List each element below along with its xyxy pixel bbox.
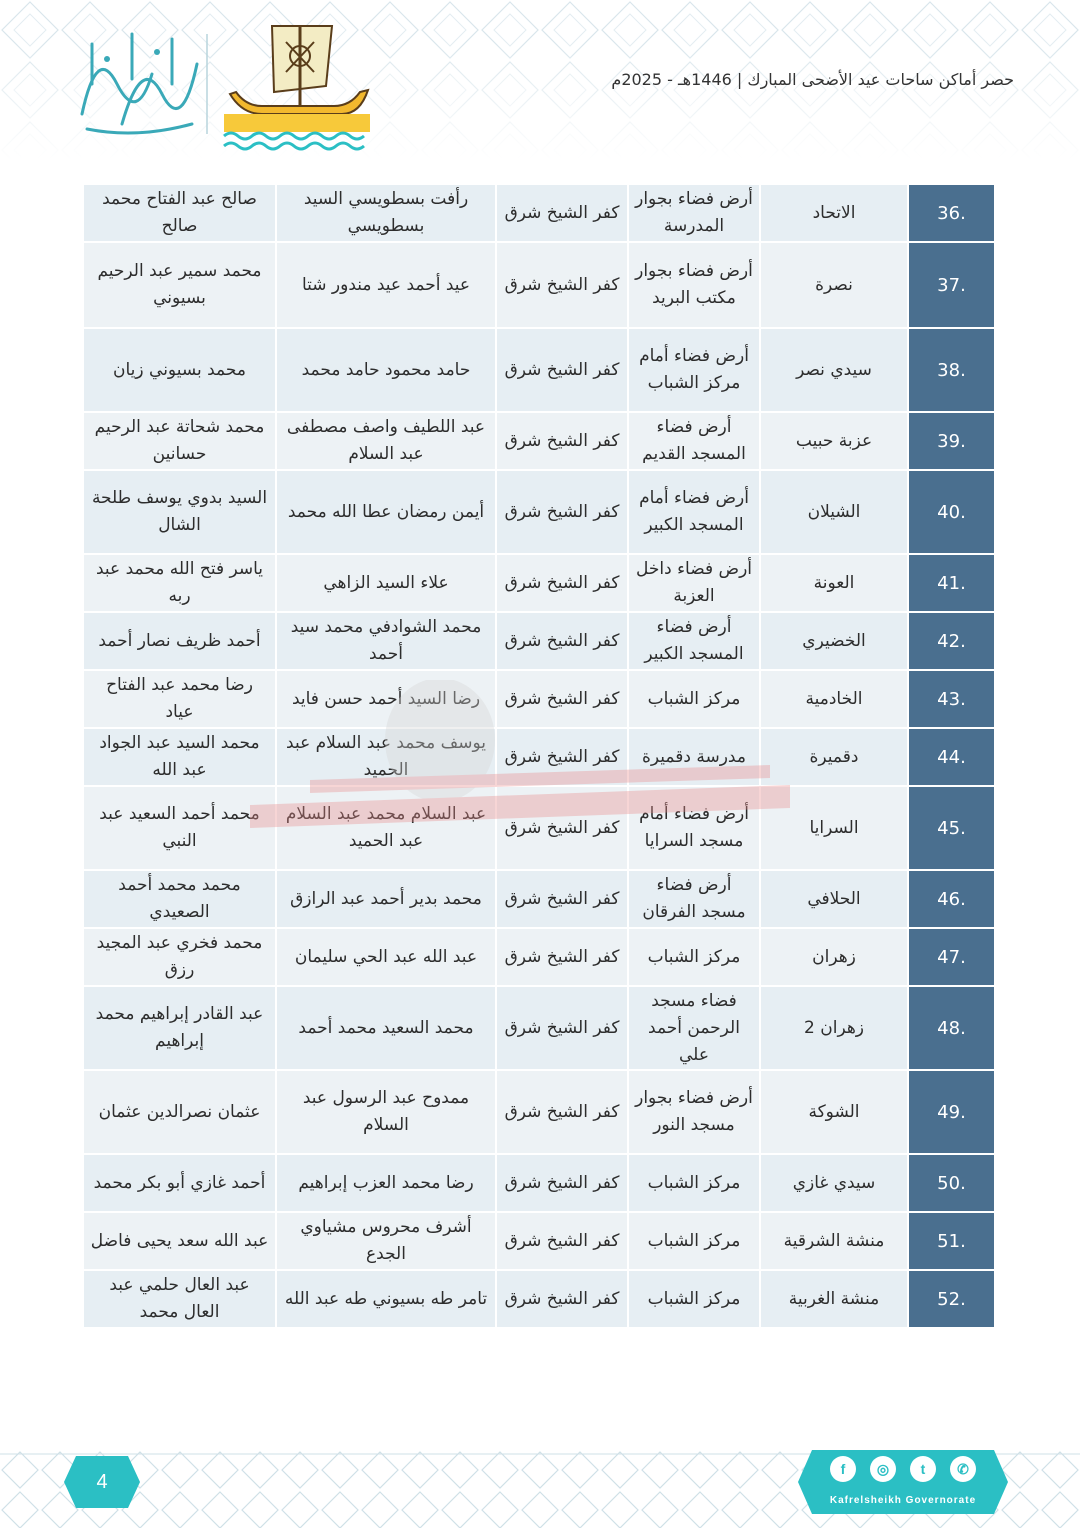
center-cell: كفر الشيخ شرق (497, 671, 627, 727)
center-cell: كفر الشيخ شرق (497, 471, 627, 553)
row-number-cell: 45. (909, 787, 994, 869)
row-number-cell: 40. (909, 471, 994, 553)
whatsapp-icon[interactable]: ✆ (950, 1456, 976, 1482)
row-number-cell: 52. (909, 1271, 994, 1327)
prayer-grounds-table (82, 183, 996, 1329)
assistant-cell: عثمان نصرالدين عثمان (84, 1071, 275, 1153)
table-row (84, 329, 994, 411)
table-row (84, 1071, 994, 1153)
imam-cell: أشرف محروس مشياوي الجدع (277, 1213, 495, 1269)
center-cell: كفر الشيخ شرق (497, 243, 627, 327)
village-cell: الشوكة (761, 1071, 907, 1153)
village-cell: العونة (761, 555, 907, 611)
row-number-cell: 51. (909, 1213, 994, 1269)
assistant-cell: أحمد غازي أبو بكر محمد (84, 1155, 275, 1211)
table-row (84, 787, 994, 869)
assistant-cell: محمد شحاتة عبد الرحيم حسانين (84, 413, 275, 469)
village-cell: الخضيري (761, 613, 907, 669)
table-row (84, 471, 994, 553)
social-footer (798, 1450, 1008, 1514)
row-number-cell: 41. (909, 555, 994, 611)
assistant-cell: أحمد ظريف نصار أحمد (84, 613, 275, 669)
village-cell: عزبة حبيب (761, 413, 907, 469)
twitter-icon[interactable]: t (910, 1456, 936, 1482)
center-cell: كفر الشيخ شرق (497, 555, 627, 611)
village-cell: الاتحاد (761, 185, 907, 241)
row-number-cell: 44. (909, 729, 994, 785)
row-number-cell: 49. (909, 1071, 994, 1153)
row-number-cell: 36. (909, 185, 994, 241)
eid-calligraphy-logo (62, 24, 212, 144)
imam-cell: علاء السيد الزاهي (277, 555, 495, 611)
assistant-cell: محمد محمد أحمد الصعيدي (84, 871, 275, 927)
assistant-cell: محمد بسيوني زيان (84, 329, 275, 411)
assistant-cell: رضا محمد عبد الفتاح عياد (84, 671, 275, 727)
village-cell: منشة الشرقية (761, 1213, 907, 1269)
center-cell: كفر الشيخ شرق (497, 329, 627, 411)
row-number-cell: 42. (909, 613, 994, 669)
assistant-cell: محمد أحمد السعيد عبد النبي (84, 787, 275, 869)
village-cell: الخادمية (761, 671, 907, 727)
page-number-badge (62, 1454, 142, 1510)
table-row (84, 1155, 994, 1211)
village-cell: السرايا (761, 787, 907, 869)
row-number-cell: 37. (909, 243, 994, 327)
center-cell: كفر الشيخ شرق (497, 1271, 627, 1327)
table-row (84, 613, 994, 669)
location-cell: أرض فضاء المسجد الكبير (629, 613, 759, 669)
table-row (84, 871, 994, 927)
center-cell: كفر الشيخ شرق (497, 413, 627, 469)
assistant-cell: السيد بدوي يوسف طلحة الشال (84, 471, 275, 553)
row-number-cell: 47. (909, 929, 994, 985)
center-cell: كفر الشيخ شرق (497, 1213, 627, 1269)
instagram-icon[interactable]: ◎ (870, 1456, 896, 1482)
assistant-cell: عبد القادر إبراهيم محمد إبراهيم (84, 987, 275, 1069)
village-cell: زهران 2 (761, 987, 907, 1069)
imam-cell: عبد الله عبد الحي سليمان (277, 929, 495, 985)
imam-cell: محمد السعيد محمد أحمد (277, 987, 495, 1069)
imam-cell: عيد أحمد عيد مندور شتا (277, 243, 495, 327)
imam-cell: عبد السلام محمد عبد السلام عبد الحميد (277, 787, 495, 869)
governorate-boat-logo (222, 22, 372, 154)
row-number-cell: 43. (909, 671, 994, 727)
location-cell: أرض فضاء بجوار المدرسة (629, 185, 759, 241)
assistant-cell: محمد فخري عبد المجيد رزق (84, 929, 275, 985)
imam-cell: عبد اللطيف واصف مصطفى عبد السلام (277, 413, 495, 469)
imam-cell: محمد الشوادفي محمد سيد أحمد (277, 613, 495, 669)
village-cell: منشة الغربية (761, 1271, 907, 1327)
center-cell: كفر الشيخ شرق (497, 185, 627, 241)
center-cell: كفر الشيخ شرق (497, 871, 627, 927)
row-number-cell: 46. (909, 871, 994, 927)
row-number-cell: 39. (909, 413, 994, 469)
page-title: حصر أماكن ساحات عيد الأضحى المبارك | 1446هـ - 2025م (611, 70, 1014, 89)
center-cell: كفر الشيخ شرق (497, 787, 627, 869)
imam-cell: تامر طه بسيوني طه عبد الله (277, 1271, 495, 1327)
assistant-cell: صالح عبد الفتاح محمد صالح (84, 185, 275, 241)
assistant-cell: عبد العال حلمي عبد العال محمد (84, 1271, 275, 1327)
table-row (84, 1271, 994, 1327)
location-cell: فضاء مسجد الرحمن أحمد علي (629, 987, 759, 1069)
table-row (84, 1213, 994, 1269)
row-number-cell: 48. (909, 987, 994, 1069)
imam-cell: أيمن رمضان عطا الله محمد (277, 471, 495, 553)
center-cell: كفر الشيخ شرق (497, 729, 627, 785)
center-cell: كفر الشيخ شرق (497, 929, 627, 985)
facebook-icon[interactable]: f (830, 1456, 856, 1482)
location-cell: أرض فضاء بجوار مسجد النور (629, 1071, 759, 1153)
page-number: 4 (96, 1471, 108, 1493)
center-cell: كفر الشيخ شرق (497, 613, 627, 669)
location-cell: أرض فضاء أمام مسجد السرايا (629, 787, 759, 869)
location-cell: مركز الشباب (629, 929, 759, 985)
village-cell: زهران (761, 929, 907, 985)
table-row (84, 555, 994, 611)
table-row (84, 987, 994, 1069)
assistant-cell: ياسر فتح الله محمد عبد ربه (84, 555, 275, 611)
table-row (84, 413, 994, 469)
location-cell: مركز الشباب (629, 1213, 759, 1269)
village-cell: سيدي غازي (761, 1155, 907, 1211)
governorate-name: Kafrelsheikh Governorate (829, 1495, 977, 1506)
village-cell: سيدي نصر (761, 329, 907, 411)
location-cell: أرض فضاء مسجد الفرقان (629, 871, 759, 927)
imam-cell: رضا محمد العزب إبراهيم (277, 1155, 495, 1211)
imam-cell: رضا السيد أحمد حسن فايد (277, 671, 495, 727)
village-cell: الحلافي (761, 871, 907, 927)
village-cell: دقميرة (761, 729, 907, 785)
assistant-cell: عبد الله سعد يحيى فاضل (84, 1213, 275, 1269)
location-cell: أرض فضاء المسجد القديم (629, 413, 759, 469)
center-cell: كفر الشيخ شرق (497, 987, 627, 1069)
row-number-cell: 38. (909, 329, 994, 411)
center-cell: كفر الشيخ شرق (497, 1155, 627, 1211)
village-cell: الشيلان (761, 471, 907, 553)
table-row (84, 671, 994, 727)
table-row (84, 929, 994, 985)
imam-cell: محمد بدير أحمد عبد الرازق (277, 871, 495, 927)
village-cell: نصرة (761, 243, 907, 327)
imam-cell: رأفت بسطويسي السيد بسطويسي (277, 185, 495, 241)
assistant-cell: محمد السيد عبد الجواد عبد الله (84, 729, 275, 785)
location-cell: مدرسة دقميرة (629, 729, 759, 785)
center-cell: كفر الشيخ شرق (497, 1071, 627, 1153)
location-cell: مركز الشباب (629, 1271, 759, 1327)
location-cell: أرض فضاء أمام المسجد الكبير (629, 471, 759, 553)
location-cell: مركز الشباب (629, 671, 759, 727)
imam-cell: يوسف محمد عبد السلام عبد الحميد (277, 729, 495, 785)
row-number-cell: 50. (909, 1155, 994, 1211)
imam-cell: حامد محمود حامد محمد (277, 329, 495, 411)
table-row (84, 185, 994, 241)
location-cell: أرض فضاء بجوار مكتب البريد (629, 243, 759, 327)
assistant-cell: محمد سمير عبد الرحيم بسيوني (84, 243, 275, 327)
location-cell: أرض فضاء أمام مركز الشباب (629, 329, 759, 411)
table-row (84, 729, 994, 785)
table-row (84, 243, 994, 327)
location-cell: مركز الشباب (629, 1155, 759, 1211)
social-icons-row (798, 1456, 1008, 1482)
location-cell: أرض فضاء داخل العزبة (629, 555, 759, 611)
imam-cell: ممدوح عبد الرسول عبد السلام (277, 1071, 495, 1153)
